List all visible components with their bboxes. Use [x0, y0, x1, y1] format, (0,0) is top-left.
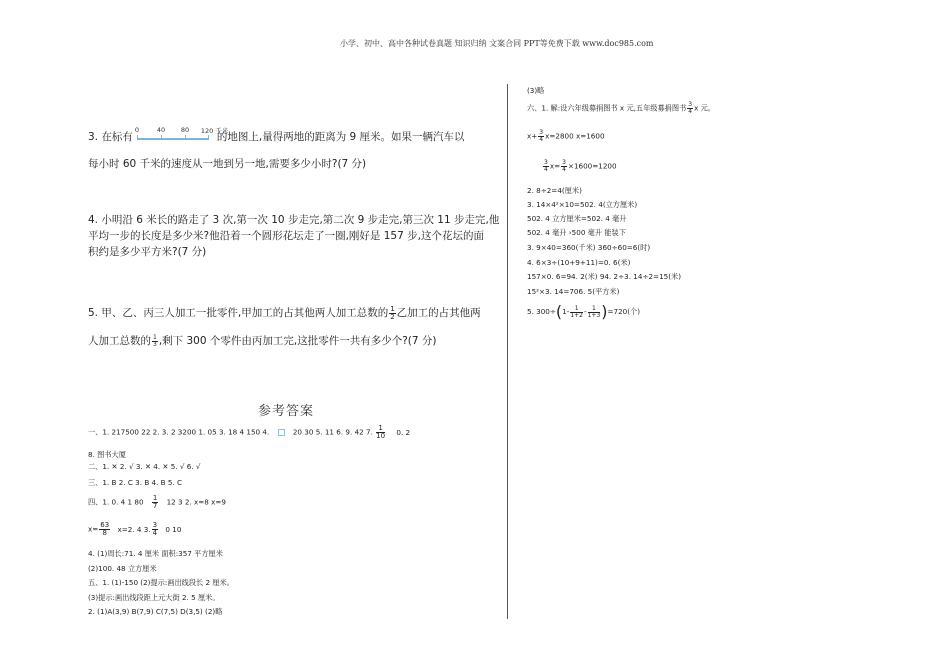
blue-marker-icon [278, 429, 285, 436]
right-line-1: (3)略 [527, 86, 545, 95]
answers-section-1-line-2: 8. 图书大厦 [88, 450, 126, 459]
fraction-numerator: 1 [152, 494, 158, 502]
question-5-line-2 [88, 333, 437, 348]
answers-section-3: 三、1. B 2. C 3. B 4. B 5. C [88, 478, 183, 487]
scale-label: 40 [156, 126, 166, 134]
question-5-text-d: ,剩下 300 个零件由丙加工完,这批零件一共有多少个?(7 分) [158, 335, 437, 347]
right-line-12: 15²×3. 14=706. 5(平方米) [527, 287, 620, 296]
answers-text: 四、1. 0. 4 1 80 [88, 497, 144, 507]
column-divider [507, 84, 508, 619]
fraction-denominator: 4 [562, 166, 566, 173]
answers-text: x=2800 x=1600 [545, 131, 605, 141]
fraction-numerator: 1 [390, 304, 395, 313]
fraction [687, 102, 693, 115]
fraction-numerator: 3 [152, 521, 158, 529]
fraction [99, 522, 110, 537]
open-paren: ( [555, 302, 563, 321]
fraction-numerator: 3 [539, 129, 544, 136]
answers-section-4-line-1 [88, 495, 226, 510]
fraction-numerator: 1 [570, 306, 583, 313]
fraction [543, 160, 549, 173]
scale-label: 120 千米 [200, 127, 229, 135]
right-line-13 [527, 304, 640, 320]
answers-text: 六、1. 解:设六年级募捐图书 x 元,五年级募捐图书 [527, 103, 687, 113]
answers-text: 5. 300÷ [527, 307, 556, 316]
fraction-denominator: 4 [688, 108, 693, 115]
question-5-text-b: 乙加工的占其他两 [396, 307, 481, 319]
answers-text: x+ [527, 131, 538, 141]
fraction-denominator: 7 [152, 502, 158, 510]
scale-tick [161, 135, 162, 140]
fraction [152, 522, 158, 537]
scale-tick [208, 135, 209, 140]
fraction-numerator: 63 [100, 521, 110, 529]
fraction-denominator: 1+2 [570, 311, 583, 319]
question-4-line-3: 积约是多少平方米?(7 分) [88, 246, 207, 258]
map-scale-bar [134, 126, 229, 146]
question-4-line-2: 平均一步的长度是多少米?他沿着一个圆形花坛走了一圈,刚好是 157 步,这个花坛的面 [88, 230, 484, 242]
question-3-text-b: 的地图上,量得两地的距离为 9 厘米。如果一辆汽车以 [216, 131, 465, 143]
fraction-denominator: 3 [153, 340, 157, 348]
answers-text: 12 3 2. x=8 x=9 [166, 497, 227, 507]
right-line-7: 502. 4 立方厘米=502. 4 毫升 [527, 214, 627, 223]
fraction-denominator: 4 [544, 166, 548, 173]
fraction-denominator: 1+3 [587, 311, 601, 319]
answers-text: 0. 2 [396, 427, 411, 437]
answers-text: =720(个) [607, 307, 641, 316]
fraction-numerator: 1 [376, 425, 385, 433]
right-line-9: 3. 9×40=360(千米) 360÷60=6(时) [527, 243, 651, 252]
fraction [570, 306, 583, 319]
scale-label: 0 [134, 126, 139, 134]
answers-section-5-line-3: 2. (1)A(3,9) B(7,9) C(7,5) D(3,5) (2)略 [88, 607, 223, 616]
answers-text: 0 10 [165, 524, 182, 534]
page-header: 小学、初中、高中各种试卷真题 知识归纳 文案合同 PPT等免费下载 www.doc985.com [340, 39, 654, 48]
fraction-numerator: 3 [688, 101, 693, 108]
answers-text: x=2. 4 3. [117, 524, 151, 534]
fraction-denominator: 2 [390, 312, 395, 321]
answers-section-2: 二、1. ✕ 2. √ 3. ✕ 4. ✕ 5. √ 6. √ [88, 462, 201, 471]
right-line-8: 502. 4 毫升 ›500 毫升 能装下 [527, 228, 626, 237]
answers-text: x= [549, 161, 561, 171]
fraction [561, 160, 567, 173]
answers-text: - [583, 307, 587, 316]
question-5-text-a: 5. 甲、乙、丙三人加工一批零件,甲加工的占其他两人加工总数的 [88, 307, 389, 319]
fraction [588, 306, 601, 319]
right-line-5: 2. 8÷2=4(厘米) [527, 186, 582, 195]
scale-tick [185, 135, 186, 140]
scale-tick [137, 135, 138, 140]
answers-section-4-line-3: 4. (1)周长:71. 4 厘米 面积:357 平方厘米 [88, 549, 223, 558]
question-4-line-1: 4. 小明沿 6 米长的路走了 3 次,第一次 10 步走完,第二次 9 步走完,第三次 11 步走完,他 [88, 214, 500, 226]
answers-section-5-line-1: 五、1. (1)-150 (2)提示:画出线段长 2 厘米。 [88, 578, 234, 587]
fraction [389, 306, 395, 321]
answers-section-4-line-2 [88, 522, 181, 537]
answers-section-4-line-4: (2)100. 48 立方厘米 [88, 564, 157, 573]
answers-text: x 元。 [694, 103, 715, 113]
fraction-denominator: 10 [376, 432, 386, 440]
right-line-3 [527, 130, 605, 143]
fraction-numerator: 1 [153, 333, 157, 341]
fraction-numerator: 3 [544, 159, 548, 166]
fraction-numerator: 3 [562, 159, 566, 166]
fraction-denominator: 4 [152, 529, 158, 537]
right-line-6: 3. 14×4²×10=502. 4(立方厘米) [527, 200, 638, 209]
fraction [376, 425, 385, 440]
answers-text: 1- [562, 307, 570, 316]
right-line-2 [527, 102, 715, 115]
answers-title: 参考答案 [258, 404, 315, 419]
scale-line [137, 138, 209, 140]
answers-text: 20 30 5. 11 6. 9. 42 7. [292, 427, 373, 437]
question-5-text-c: 人加工总数的 [88, 335, 151, 347]
fraction [152, 495, 158, 510]
answers-text: ×1600=1200 [567, 161, 617, 171]
right-line-11: 157×0. 6=94. 2(米) 94. 2÷3. 14÷2=15(米) [527, 272, 682, 281]
answers-section-1-line-1 [88, 425, 410, 440]
question-3-line-2: 每小时 60 千米的速度从一地到另一地,需要多少小时?(7 分) [88, 158, 367, 170]
fraction-denominator: 4 [539, 136, 544, 143]
answers-text: x= [88, 524, 99, 534]
fraction-numerator: 1 [588, 306, 601, 313]
question-3-line-1 [88, 126, 465, 146]
right-line-10: 4. 6×3÷(10+9+11)=0. 6(米) [527, 258, 631, 267]
question-3-text-a: 3. 在标有 [88, 131, 133, 143]
question-5-line-1 [88, 305, 481, 321]
answers-section-5-line-2: (3)提示:画出线段距上元大街 2. 5 厘米。 [88, 593, 220, 602]
fraction-denominator: 8 [102, 529, 107, 537]
right-line-4 [542, 160, 617, 173]
answers-text: 一、1. 217500 22 2. 3. 2 3200 1. 05 3. 18 4 150 4. [88, 427, 270, 437]
close-paren: ) [601, 302, 608, 321]
scale-label: 80 [180, 126, 190, 134]
fraction [152, 335, 158, 348]
fraction [538, 130, 544, 143]
